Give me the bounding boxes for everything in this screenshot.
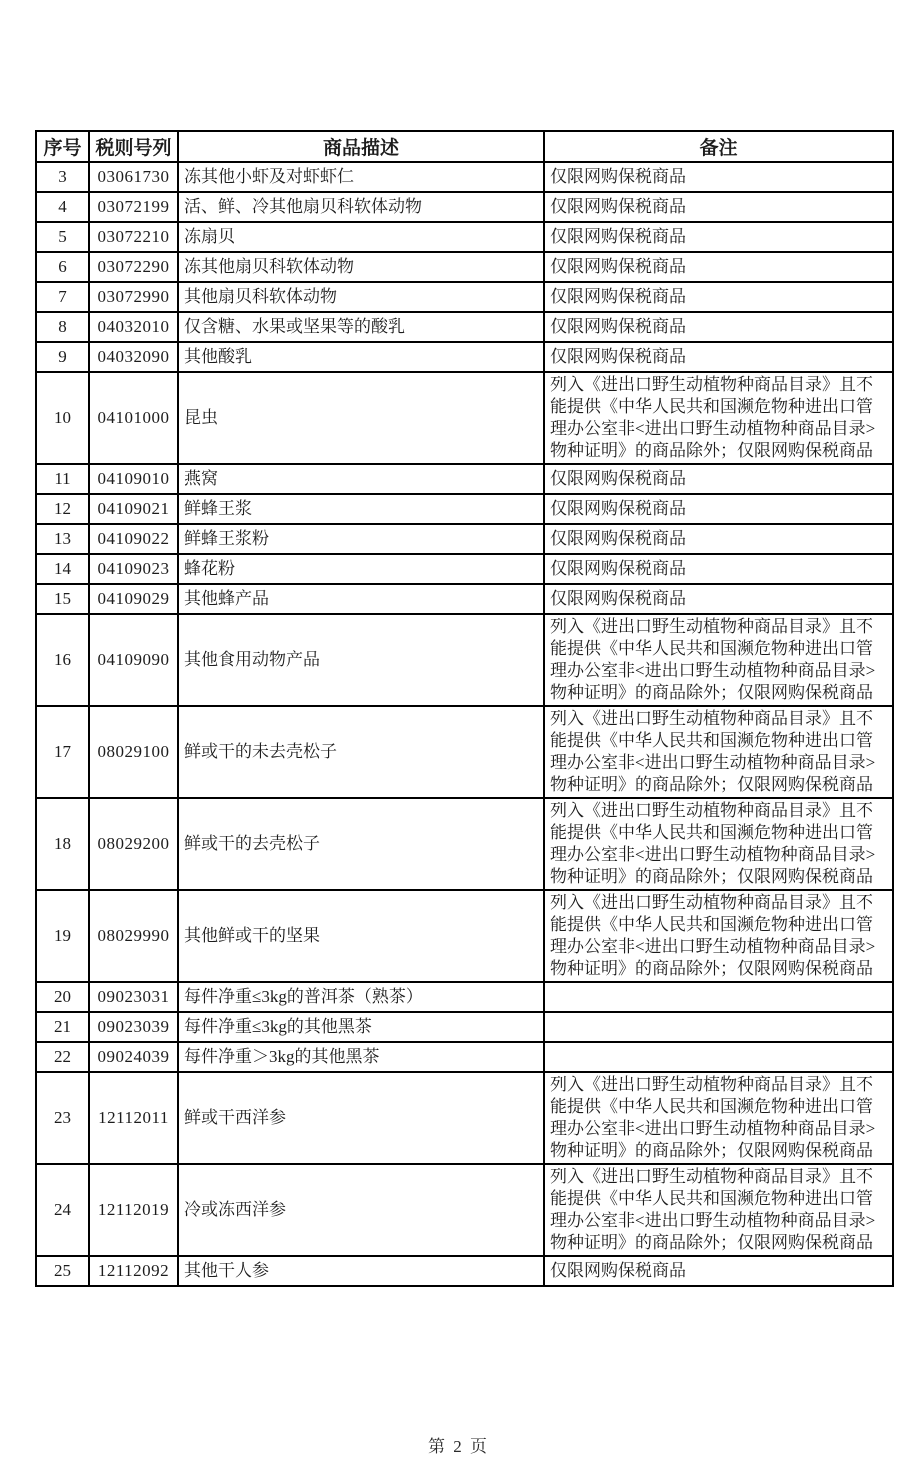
cell-remarks: 仅限网购保税商品 bbox=[544, 464, 893, 494]
cell-tariff-code: 09024039 bbox=[89, 1042, 178, 1072]
cell-description: 鲜蜂王浆 bbox=[178, 494, 544, 524]
header-serial-number: 序号 bbox=[36, 131, 89, 162]
cell-tariff-code: 12112011 bbox=[89, 1072, 178, 1164]
cell-tariff-code: 03072210 bbox=[89, 222, 178, 252]
table-row bbox=[36, 614, 893, 706]
cell-serial-number: 10 bbox=[36, 372, 89, 464]
table-row bbox=[36, 464, 893, 494]
cell-remarks: 仅限网购保税商品 bbox=[544, 494, 893, 524]
table-row bbox=[36, 312, 893, 342]
cell-tariff-code: 08029990 bbox=[89, 890, 178, 982]
cell-remarks bbox=[544, 1012, 893, 1042]
cell-tariff-code: 04109090 bbox=[89, 614, 178, 706]
cell-remarks: 仅限网购保税商品 bbox=[544, 524, 893, 554]
cell-serial-number: 19 bbox=[36, 890, 89, 982]
cell-remarks: 列入《进出口野生动植物种商品目录》且不能提供《中华人民共和国濒危物种进出口管理办公室非<进出口野生动植物种商品目录>物种证明》的商品除外；仅限网购保税商品 bbox=[544, 706, 893, 798]
cell-description: 鲜或干的未去壳松子 bbox=[178, 706, 544, 798]
table-row bbox=[36, 342, 893, 372]
header-tariff-code: 税则号列 bbox=[89, 131, 178, 162]
cell-remarks: 列入《进出口野生动植物种商品目录》且不能提供《中华人民共和国濒危物种进出口管理办公室非<进出口野生动植物种商品目录>物种证明》的商品除外；仅限网购保税商品 bbox=[544, 798, 893, 890]
cell-tariff-code: 09023031 bbox=[89, 982, 178, 1012]
cell-tariff-code: 04032090 bbox=[89, 342, 178, 372]
cell-description: 仅含糖、水果或坚果等的酸乳 bbox=[178, 312, 544, 342]
table-row bbox=[36, 554, 893, 584]
cell-tariff-code: 04109021 bbox=[89, 494, 178, 524]
cell-serial-number: 18 bbox=[36, 798, 89, 890]
cell-description: 冻扇贝 bbox=[178, 222, 544, 252]
cell-remarks: 列入《进出口野生动植物种商品目录》且不能提供《中华人民共和国濒危物种进出口管理办公室非<进出口野生动植物种商品目录>物种证明》的商品除外；仅限网购保税商品 bbox=[544, 890, 893, 982]
cell-serial-number: 25 bbox=[36, 1256, 89, 1286]
cell-serial-number: 23 bbox=[36, 1072, 89, 1164]
cell-description: 鲜或干的去壳松子 bbox=[178, 798, 544, 890]
table-body bbox=[36, 162, 893, 1286]
table-row bbox=[36, 282, 893, 312]
table-row bbox=[36, 494, 893, 524]
cell-serial-number: 14 bbox=[36, 554, 89, 584]
table-row bbox=[36, 890, 893, 982]
cell-remarks: 仅限网购保税商品 bbox=[544, 342, 893, 372]
cell-remarks bbox=[544, 1042, 893, 1072]
cell-tariff-code: 08029100 bbox=[89, 706, 178, 798]
cell-tariff-code: 03061730 bbox=[89, 162, 178, 192]
table-row bbox=[36, 222, 893, 252]
cell-tariff-code: 03072990 bbox=[89, 282, 178, 312]
cell-serial-number: 16 bbox=[36, 614, 89, 706]
table-row bbox=[36, 798, 893, 890]
cell-description: 蜂花粉 bbox=[178, 554, 544, 584]
cell-serial-number: 20 bbox=[36, 982, 89, 1012]
cell-description: 冷或冻西洋参 bbox=[178, 1164, 544, 1256]
cell-tariff-code: 04109022 bbox=[89, 524, 178, 554]
cell-serial-number: 24 bbox=[36, 1164, 89, 1256]
table-row bbox=[36, 1072, 893, 1164]
table-row bbox=[36, 1042, 893, 1072]
header-remarks: 备注 bbox=[544, 131, 893, 162]
table-row bbox=[36, 524, 893, 554]
cell-description: 其他鲜或干的坚果 bbox=[178, 890, 544, 982]
cell-serial-number: 13 bbox=[36, 524, 89, 554]
cell-remarks: 仅限网购保税商品 bbox=[544, 282, 893, 312]
cell-serial-number: 3 bbox=[36, 162, 89, 192]
cell-remarks: 列入《进出口野生动植物种商品目录》且不能提供《中华人民共和国濒危物种进出口管理办公室非<进出口野生动植物种商品目录>物种证明》的商品除外；仅限网购保税商品 bbox=[544, 1164, 893, 1256]
cell-serial-number: 15 bbox=[36, 584, 89, 614]
cell-tariff-code: 04109029 bbox=[89, 584, 178, 614]
cell-remarks: 仅限网购保税商品 bbox=[544, 222, 893, 252]
header-row bbox=[36, 131, 893, 162]
cell-serial-number: 5 bbox=[36, 222, 89, 252]
header-description: 商品描述 bbox=[178, 131, 544, 162]
cell-serial-number: 6 bbox=[36, 252, 89, 282]
cell-tariff-code: 12112019 bbox=[89, 1164, 178, 1256]
cell-tariff-code: 04109010 bbox=[89, 464, 178, 494]
cell-serial-number: 21 bbox=[36, 1012, 89, 1042]
cell-description: 活、鲜、冷其他扇贝科软体动物 bbox=[178, 192, 544, 222]
cell-description: 其他扇贝科软体动物 bbox=[178, 282, 544, 312]
table-row bbox=[36, 706, 893, 798]
cell-description: 每件净重≤3kg的其他黑茶 bbox=[178, 1012, 544, 1042]
table-row bbox=[36, 372, 893, 464]
cell-tariff-code: 09023039 bbox=[89, 1012, 178, 1042]
cell-tariff-code: 03072290 bbox=[89, 252, 178, 282]
cell-tariff-code: 04109023 bbox=[89, 554, 178, 584]
table-row bbox=[36, 252, 893, 282]
cell-description: 昆虫 bbox=[178, 372, 544, 464]
cell-description: 每件净重≤3kg的普洱茶（熟茶） bbox=[178, 982, 544, 1012]
cell-remarks: 仅限网购保税商品 bbox=[544, 554, 893, 584]
cell-description: 鲜蜂王浆粉 bbox=[178, 524, 544, 554]
cell-remarks: 列入《进出口野生动植物种商品目录》且不能提供《中华人民共和国濒危物种进出口管理办公室非<进出口野生动植物种商品目录>物种证明》的商品除外；仅限网购保税商品 bbox=[544, 372, 893, 464]
cell-description: 其他食用动物产品 bbox=[178, 614, 544, 706]
table-row bbox=[36, 192, 893, 222]
cell-remarks: 列入《进出口野生动植物种商品目录》且不能提供《中华人民共和国濒危物种进出口管理办公室非<进出口野生动植物种商品目录>物种证明》的商品除外；仅限网购保税商品 bbox=[544, 614, 893, 706]
cell-serial-number: 8 bbox=[36, 312, 89, 342]
cell-serial-number: 12 bbox=[36, 494, 89, 524]
cell-tariff-code: 04032010 bbox=[89, 312, 178, 342]
cell-remarks: 列入《进出口野生动植物种商品目录》且不能提供《中华人民共和国濒危物种进出口管理办公室非<进出口野生动植物种商品目录>物种证明》的商品除外；仅限网购保税商品 bbox=[544, 1072, 893, 1164]
table-row bbox=[36, 982, 893, 1012]
cell-remarks: 仅限网购保税商品 bbox=[544, 1256, 893, 1286]
cell-tariff-code: 03072199 bbox=[89, 192, 178, 222]
cell-tariff-code: 04101000 bbox=[89, 372, 178, 464]
cell-serial-number: 7 bbox=[36, 282, 89, 312]
cell-remarks: 仅限网购保税商品 bbox=[544, 162, 893, 192]
page-number: 第 2 页 bbox=[428, 1437, 489, 1456]
cell-serial-number: 17 bbox=[36, 706, 89, 798]
table-header bbox=[36, 131, 893, 162]
table-row bbox=[36, 584, 893, 614]
cell-remarks: 仅限网购保税商品 bbox=[544, 192, 893, 222]
table-row bbox=[36, 162, 893, 192]
cell-serial-number: 4 bbox=[36, 192, 89, 222]
cell-tariff-code: 08029200 bbox=[89, 798, 178, 890]
cell-tariff-code: 12112092 bbox=[89, 1256, 178, 1286]
cell-description: 燕窝 bbox=[178, 464, 544, 494]
cell-remarks: 仅限网购保税商品 bbox=[544, 312, 893, 342]
cell-description: 冻其他扇贝科软体动物 bbox=[178, 252, 544, 282]
cell-description: 其他酸乳 bbox=[178, 342, 544, 372]
cell-description: 冻其他小虾及对虾虾仁 bbox=[178, 162, 544, 192]
cell-serial-number: 22 bbox=[36, 1042, 89, 1072]
cell-description: 每件净重＞3kg的其他黑茶 bbox=[178, 1042, 544, 1072]
cell-remarks: 仅限网购保税商品 bbox=[544, 584, 893, 614]
cell-remarks bbox=[544, 982, 893, 1012]
table-row bbox=[36, 1256, 893, 1286]
table-row bbox=[36, 1012, 893, 1042]
cell-description: 鲜或干西洋参 bbox=[178, 1072, 544, 1164]
cell-description: 其他蜂产品 bbox=[178, 584, 544, 614]
cell-serial-number: 11 bbox=[36, 464, 89, 494]
cell-serial-number: 9 bbox=[36, 342, 89, 372]
cell-remarks: 仅限网购保税商品 bbox=[544, 252, 893, 282]
cell-description: 其他干人参 bbox=[178, 1256, 544, 1286]
goods-table bbox=[35, 130, 894, 1287]
table-row bbox=[36, 1164, 893, 1256]
